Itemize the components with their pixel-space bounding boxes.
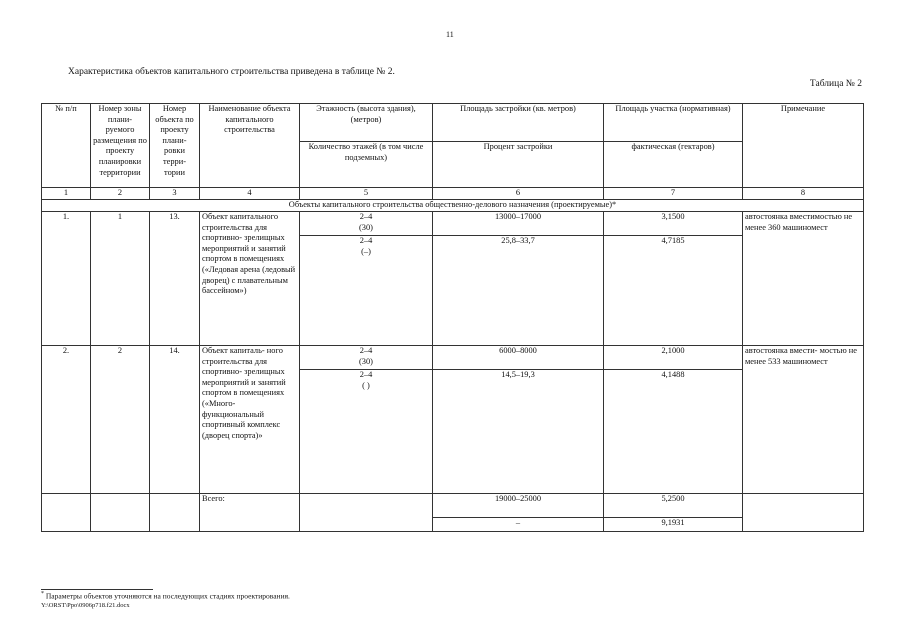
row-note: автостоянка вмести- мостью не менее 533 машиномест <box>743 346 864 494</box>
table-label: Таблица № 2 <box>809 79 862 89</box>
row-area-a: 13000–17000 <box>433 212 604 236</box>
col-number: 1 <box>42 188 91 200</box>
row-floors-b <box>300 236 433 346</box>
header-plot-top: Площадь участка (нормативная) <box>604 104 743 142</box>
header-floors-bottom: Количество этажей (в том числе подземных) <box>300 142 433 188</box>
page-number: 11 <box>446 30 454 39</box>
col-number: 7 <box>604 188 743 200</box>
header-object: Номер объекта по проекту плани- ровки терри- тории <box>150 104 200 188</box>
header-num: № п/п <box>42 104 91 188</box>
col-number: 8 <box>743 188 864 200</box>
row-plot-a: 2,1000 <box>604 346 743 370</box>
header-name: Наименование объекта капитального строительства <box>200 104 300 188</box>
footnote <box>41 591 290 601</box>
row-object: 13. <box>150 212 200 346</box>
row-zone: 2 <box>91 346 150 494</box>
total-empty <box>42 494 91 532</box>
row-area-b: 14,5–19,3 <box>433 370 604 494</box>
total-empty <box>150 494 200 532</box>
col-number: 5 <box>300 188 433 200</box>
file-path: Y:\ORST\Ppo\0906p718.f21.docx <box>41 602 130 609</box>
row-plot-b: 4,1488 <box>604 370 743 494</box>
total-empty <box>91 494 150 532</box>
intro-text: Характеристика объектов капитального строительства приведена в таблице № 2. <box>68 67 395 77</box>
floors-value: 2–4 <box>359 212 373 221</box>
underground-value: (–) <box>361 246 371 256</box>
header-floors-top: Этажность (высота здания), (метров) <box>300 104 433 142</box>
footnote-mark: * <box>41 591 44 597</box>
total-label: Всего: <box>200 494 300 532</box>
underground-value: ( ) <box>362 380 370 390</box>
footnote-text: Параметры объектов уточняются на последующих стадиях проектирования. <box>45 591 290 601</box>
height-value: (30) <box>359 356 373 366</box>
footnote-separator <box>41 589 153 590</box>
capital-objects-table <box>41 103 864 532</box>
row-name: Объект капиталь- ного строительства для спортивно- зрелищных мероприятий и занятий спортом в помещениях («Много- функциональный спортивный комплекс (дворец спорта)» <box>200 346 300 494</box>
row-note: автостоянка вместимостью не менее 360 машиномест <box>743 212 864 346</box>
total-empty <box>300 494 433 532</box>
total-area-b: – <box>433 518 604 532</box>
floors-value: 2–4 <box>359 236 373 245</box>
col-number: 2 <box>91 188 150 200</box>
total-plot-b: 9,1931 <box>604 518 743 532</box>
col-number: 4 <box>200 188 300 200</box>
col-number: 3 <box>150 188 200 200</box>
row-floors-a <box>300 212 433 236</box>
column-numbers-row <box>42 188 864 200</box>
row-area-b: 25,8–33,7 <box>433 236 604 346</box>
row-plot-b: 4,7185 <box>604 236 743 346</box>
row-area-a: 6000–8000 <box>433 346 604 370</box>
header-note: Примечание <box>743 104 864 188</box>
row-zone: 1 <box>91 212 150 346</box>
section-title: Объекты капитального строительства общественно-делового назначения (проектируемые)* <box>42 200 864 212</box>
header-plot-bottom: фактическая (гектаров) <box>604 142 743 188</box>
height-value: (30) <box>359 222 373 232</box>
row-floors-a <box>300 346 433 370</box>
floors-value: 2–4 <box>359 346 373 355</box>
header-area-bottom: Процент застройки <box>433 142 604 188</box>
table-row <box>42 346 864 370</box>
row-name: Объект капитального строительства для спортивно- зрелищных мероприятий и занятий спортом в помещениях («Ледовая арена (ледовый дворец) с плавательным бассейном») <box>200 212 300 346</box>
total-empty <box>743 494 864 532</box>
table-row <box>42 212 864 236</box>
total-area-a: 19000–25000 <box>433 494 604 518</box>
total-plot-a: 5,2500 <box>604 494 743 518</box>
row-num: 1. <box>42 212 91 346</box>
header-zone: Номер зоны плани- руемого размещения по проекту планировки территории <box>91 104 150 188</box>
row-plot-a: 3,1500 <box>604 212 743 236</box>
col-number: 6 <box>433 188 604 200</box>
floors-value: 2–4 <box>359 370 373 379</box>
row-num: 2. <box>42 346 91 494</box>
row-object: 14. <box>150 346 200 494</box>
header-area-top: Площадь застройки (кв. метров) <box>433 104 604 142</box>
row-floors-b <box>300 370 433 494</box>
total-row <box>42 494 864 518</box>
